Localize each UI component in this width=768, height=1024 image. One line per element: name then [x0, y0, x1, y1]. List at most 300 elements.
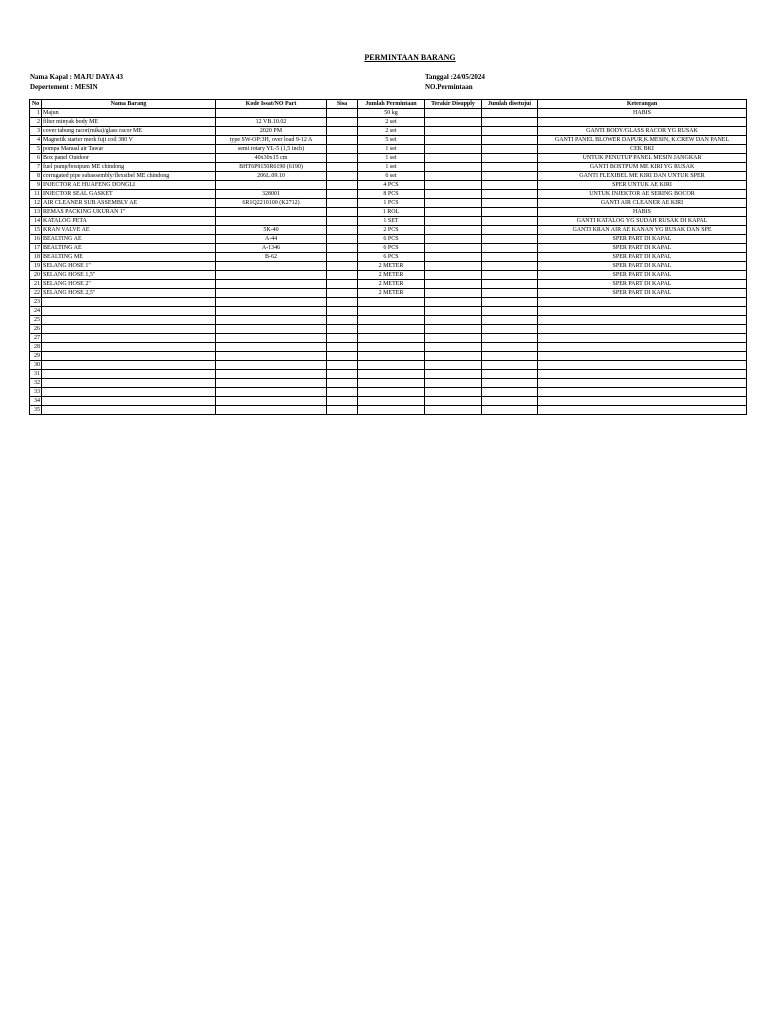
approved-quantity-cell	[482, 397, 538, 406]
part-code-cell: BHT6P9150R6190 (6190)	[216, 163, 327, 172]
header-left	[30, 72, 123, 92]
request-quantity-cell	[358, 334, 425, 343]
approved-quantity-cell	[482, 406, 538, 415]
ship-name: Nama Kapal : MAJU DAYA 43	[30, 73, 124, 81]
remaining-cell	[327, 262, 358, 271]
part-code-cell: 328001	[216, 190, 327, 199]
row-number-cell: 15	[30, 226, 42, 235]
approved-quantity-cell	[482, 289, 538, 298]
last-supplied-cell	[425, 253, 482, 262]
request-quantity-cell: 2 PCS	[358, 226, 425, 235]
approved-quantity-cell	[482, 109, 538, 118]
notes-cell	[538, 298, 747, 307]
approved-quantity-cell	[482, 217, 538, 226]
last-supplied-cell	[425, 334, 482, 343]
table-row	[30, 109, 747, 118]
notes-cell	[538, 406, 747, 415]
row-number-cell: 23	[30, 298, 42, 307]
col-header-no: No	[30, 100, 42, 109]
request-quantity-cell: 2 METER	[358, 289, 425, 298]
notes-cell: SPER PART DI KAPAL	[538, 235, 747, 244]
row-number-cell: 20	[30, 271, 42, 280]
table-row	[30, 280, 747, 289]
row-number-cell: 13	[30, 208, 42, 217]
remaining-cell	[327, 397, 358, 406]
remaining-cell	[327, 316, 358, 325]
request-quantity-cell: 1 SET	[358, 217, 425, 226]
approved-quantity-cell	[482, 199, 538, 208]
col-header-remaining: Sisa	[327, 100, 358, 109]
row-number-cell: 11	[30, 190, 42, 199]
approved-quantity-cell	[482, 370, 538, 379]
col-header-name: Nama Barang	[42, 100, 216, 109]
request-quantity-cell	[358, 388, 425, 397]
request-quantity-cell	[358, 325, 425, 334]
item-name-cell: REMAS PACKING UKURAN 1"	[42, 208, 216, 217]
part-code-cell: A-1346	[216, 244, 327, 253]
row-number-cell: 19	[30, 262, 42, 271]
notes-cell: UNTUK INJEKTOR AE SERING BOCOR	[538, 190, 747, 199]
item-name-cell	[42, 388, 216, 397]
last-supplied-cell	[425, 262, 482, 271]
approved-quantity-cell	[482, 172, 538, 181]
notes-cell: GANTI PANEL BLOWER DAPUR,K.MESIN, K.CREW DAN PANEL	[538, 136, 747, 145]
row-number-cell: 18	[30, 253, 42, 262]
notes-cell: GANTI FLEXIBEL ME KIRI DAN UNTUK SPER	[538, 172, 747, 181]
part-code-cell	[216, 316, 327, 325]
approved-quantity-cell	[482, 118, 538, 127]
row-number-cell: 1	[30, 109, 42, 118]
remaining-cell	[327, 307, 358, 316]
part-code-cell: 5K-40	[216, 226, 327, 235]
remaining-cell	[327, 163, 358, 172]
table-row	[30, 370, 747, 379]
notes-cell: SPER PART DI KAPAL	[538, 289, 747, 298]
request-quantity-cell	[358, 316, 425, 325]
item-name-cell: BEALTING ME	[42, 253, 216, 262]
approved-quantity-cell	[482, 298, 538, 307]
row-number-cell: 29	[30, 352, 42, 361]
item-name-cell: SELANG HOSE 1,5"	[42, 271, 216, 280]
part-code-cell	[216, 109, 327, 118]
part-code-cell	[216, 343, 327, 352]
notes-cell: GANTI AIR CLEANER AE KIRI	[538, 199, 747, 208]
table-row	[30, 316, 747, 325]
item-name-cell	[42, 397, 216, 406]
part-code-cell	[216, 217, 327, 226]
request-quantity-cell: 1 ROL	[358, 208, 425, 217]
remaining-cell	[327, 190, 358, 199]
row-number-cell: 33	[30, 388, 42, 397]
request-number: NO.Permintaan	[425, 83, 473, 91]
request-quantity-cell: 1 set	[358, 154, 425, 163]
row-number-cell: 6	[30, 154, 42, 163]
approved-quantity-cell	[482, 325, 538, 334]
col-header-last-supplied: Terakir Disupply	[425, 100, 482, 109]
remaining-cell	[327, 298, 358, 307]
last-supplied-cell	[425, 154, 482, 163]
table-body	[30, 109, 747, 415]
notes-cell	[538, 361, 747, 370]
table-row	[30, 298, 747, 307]
part-code-cell	[216, 289, 327, 298]
table-row	[30, 217, 747, 226]
table-row	[30, 226, 747, 235]
notes-cell: GANTI KATALOG YG SUDAH RUSAK DI KAPAL	[538, 217, 747, 226]
table-header-row	[30, 100, 747, 109]
last-supplied-cell	[425, 307, 482, 316]
part-code-cell	[216, 307, 327, 316]
table-row	[30, 118, 747, 127]
last-supplied-cell	[425, 271, 482, 280]
last-supplied-cell	[425, 361, 482, 370]
row-number-cell: 16	[30, 235, 42, 244]
request-quantity-cell: 6 PCS	[358, 235, 425, 244]
item-name-cell	[42, 343, 216, 352]
row-number-cell: 14	[30, 217, 42, 226]
request-quantity-cell	[358, 361, 425, 370]
last-supplied-cell	[425, 217, 482, 226]
part-code-cell: B-62	[216, 253, 327, 262]
part-code-cell	[216, 370, 327, 379]
approved-quantity-cell	[482, 316, 538, 325]
request-quantity-cell	[358, 298, 425, 307]
approved-quantity-cell	[482, 334, 538, 343]
item-name-cell: pompa Manual air Tawar	[42, 145, 216, 154]
table-row	[30, 388, 747, 397]
remaining-cell	[327, 370, 358, 379]
notes-cell: SPER PART DI KAPAL	[538, 262, 747, 271]
approved-quantity-cell	[482, 244, 538, 253]
part-code-cell	[216, 406, 327, 415]
remaining-cell	[327, 226, 358, 235]
table-row	[30, 181, 747, 190]
request-quantity-cell: 1 set	[358, 163, 425, 172]
item-name-cell	[42, 325, 216, 334]
part-code-cell	[216, 271, 327, 280]
last-supplied-cell	[425, 325, 482, 334]
approved-quantity-cell	[482, 136, 538, 145]
row-number-cell: 22	[30, 289, 42, 298]
table-row	[30, 406, 747, 415]
approved-quantity-cell	[482, 388, 538, 397]
item-name-cell	[42, 334, 216, 343]
approved-quantity-cell	[482, 271, 538, 280]
request-quantity-cell: 2 METER	[358, 271, 425, 280]
remaining-cell	[327, 388, 358, 397]
last-supplied-cell	[425, 244, 482, 253]
table-row	[30, 289, 747, 298]
table-row	[30, 343, 747, 352]
item-name-cell: filter minyak body ME	[42, 118, 216, 127]
approved-quantity-cell	[482, 280, 538, 289]
notes-cell: SPER PART DI KAPAL	[538, 271, 747, 280]
part-code-cell: 2020 PM	[216, 127, 327, 136]
row-number-cell: 25	[30, 316, 42, 325]
notes-cell: CEK BKI	[538, 145, 747, 154]
notes-cell	[538, 352, 747, 361]
notes-cell: HABIS	[538, 208, 747, 217]
last-supplied-cell	[425, 136, 482, 145]
remaining-cell	[327, 361, 358, 370]
row-number-cell: 8	[30, 172, 42, 181]
table-row	[30, 190, 747, 199]
part-code-cell	[216, 361, 327, 370]
notes-cell	[538, 397, 747, 406]
approved-quantity-cell	[482, 253, 538, 262]
table-row	[30, 208, 747, 217]
notes-cell	[538, 334, 747, 343]
request-quantity-cell	[358, 343, 425, 352]
request-quantity-cell: 4 PCS	[358, 181, 425, 190]
table-row	[30, 271, 747, 280]
remaining-cell	[327, 145, 358, 154]
remaining-cell	[327, 325, 358, 334]
item-name-cell: SELANG HOSE 1"	[42, 262, 216, 271]
table-row	[30, 397, 747, 406]
last-supplied-cell	[425, 109, 482, 118]
approved-quantity-cell	[482, 361, 538, 370]
part-code-cell	[216, 280, 327, 289]
item-name-cell	[42, 370, 216, 379]
request-date: Tanggal :24/05/2024	[425, 73, 485, 81]
header-right	[425, 72, 485, 92]
table-row	[30, 325, 747, 334]
table-row	[30, 352, 747, 361]
item-name-cell	[42, 352, 216, 361]
approved-quantity-cell	[482, 181, 538, 190]
remaining-cell	[327, 109, 358, 118]
request-quantity-cell: 1 set	[358, 145, 425, 154]
table-row	[30, 253, 747, 262]
item-name-cell: BEALTING AE	[42, 235, 216, 244]
notes-cell	[538, 343, 747, 352]
request-quantity-cell	[358, 307, 425, 316]
approved-quantity-cell	[482, 127, 538, 136]
request-quantity-cell: 50 kg	[358, 109, 425, 118]
row-number-cell: 32	[30, 379, 42, 388]
part-code-cell	[216, 379, 327, 388]
last-supplied-cell	[425, 397, 482, 406]
approved-quantity-cell	[482, 145, 538, 154]
part-code-cell: 206L.09.10	[216, 172, 327, 181]
remaining-cell	[327, 235, 358, 244]
request-quantity-cell: 2 METER	[358, 262, 425, 271]
row-number-cell: 2	[30, 118, 42, 127]
row-number-cell: 27	[30, 334, 42, 343]
notes-cell: SPER PART DI KAPAL	[538, 253, 747, 262]
request-quantity-cell: 2 METER	[358, 280, 425, 289]
part-code-cell	[216, 298, 327, 307]
approved-quantity-cell	[482, 352, 538, 361]
approved-quantity-cell	[482, 163, 538, 172]
remaining-cell	[327, 352, 358, 361]
part-code-cell: 12 VB.10.02	[216, 118, 327, 127]
row-number-cell: 30	[30, 361, 42, 370]
remaining-cell	[327, 244, 358, 253]
remaining-cell	[327, 154, 358, 163]
last-supplied-cell	[425, 370, 482, 379]
request-quantity-cell: 6 set	[358, 172, 425, 181]
remaining-cell	[327, 208, 358, 217]
row-number-cell: 12	[30, 199, 42, 208]
col-header-quantity: Jumlah Permintaan	[358, 100, 425, 109]
remaining-cell	[327, 217, 358, 226]
part-code-cell	[216, 388, 327, 397]
item-name-cell: Box panel Outdoor	[42, 154, 216, 163]
item-name-cell: AIR CLEANER SUB ASSEMBLY AE	[42, 199, 216, 208]
approved-quantity-cell	[482, 262, 538, 271]
col-header-notes: Keterangan	[538, 100, 747, 109]
row-number-cell: 35	[30, 406, 42, 415]
item-name-cell: Magnetik starter merk fuji coil 380 V	[42, 136, 216, 145]
item-name-cell: KRAN VALVE AE	[42, 226, 216, 235]
row-number-cell: 34	[30, 397, 42, 406]
row-number-cell: 21	[30, 280, 42, 289]
part-code-cell	[216, 181, 327, 190]
table-row	[30, 379, 747, 388]
row-number-cell: 28	[30, 343, 42, 352]
remaining-cell	[327, 280, 358, 289]
approved-quantity-cell	[482, 208, 538, 217]
remaining-cell	[327, 136, 358, 145]
notes-cell	[538, 325, 747, 334]
request-quantity-cell	[358, 406, 425, 415]
last-supplied-cell	[425, 208, 482, 217]
col-header-approved: Jumlah disetujui	[482, 100, 538, 109]
notes-cell: GANTI KRAN AIR AE KANAN YG RUSAK DAN SPE	[538, 226, 747, 235]
item-name-cell: INJECTOR AE HUAFENG DONGLI	[42, 181, 216, 190]
item-name-cell	[42, 307, 216, 316]
last-supplied-cell	[425, 289, 482, 298]
notes-cell: SPER PART DI KAPAL	[538, 244, 747, 253]
table-row	[30, 235, 747, 244]
table-row	[30, 244, 747, 253]
table-row	[30, 262, 747, 271]
part-code-cell: 40x30x15 cm	[216, 154, 327, 163]
row-number-cell: 9	[30, 181, 42, 190]
last-supplied-cell	[425, 352, 482, 361]
notes-cell	[538, 379, 747, 388]
remaining-cell	[327, 181, 358, 190]
last-supplied-cell	[425, 406, 482, 415]
request-quantity-cell	[358, 352, 425, 361]
item-name-cell: BEALTING AE	[42, 244, 216, 253]
notes-cell: UNTUK PENUTUP PANEL MESIN JANGKAR	[538, 154, 747, 163]
row-number-cell: 4	[30, 136, 42, 145]
item-name-cell	[42, 406, 216, 415]
table-row	[30, 334, 747, 343]
last-supplied-cell	[425, 172, 482, 181]
notes-cell: GANTI BOSTPUM ME KIRI YG RUSAK	[538, 163, 747, 172]
row-number-cell: 26	[30, 325, 42, 334]
approved-quantity-cell	[482, 226, 538, 235]
last-supplied-cell	[425, 298, 482, 307]
part-code-cell	[216, 208, 327, 217]
row-number-cell: 5	[30, 145, 42, 154]
approved-quantity-cell	[482, 379, 538, 388]
row-number-cell: 24	[30, 307, 42, 316]
item-name-cell	[42, 298, 216, 307]
item-name-cell: INJECTOR SEAL GASKET	[42, 190, 216, 199]
remaining-cell	[327, 379, 358, 388]
notes-cell	[538, 316, 747, 325]
row-number-cell: 3	[30, 127, 42, 136]
last-supplied-cell	[425, 379, 482, 388]
document-title: PERMINTAAN BARANG	[364, 53, 456, 62]
last-supplied-cell	[425, 226, 482, 235]
table-row	[30, 154, 747, 163]
table-row	[30, 127, 747, 136]
notes-cell	[538, 307, 747, 316]
table-row	[30, 145, 747, 154]
department: Depertement : MESIN	[30, 83, 98, 91]
notes-cell: HABIS	[538, 109, 747, 118]
notes-cell	[538, 118, 747, 127]
request-quantity-cell: 6 PCS	[358, 244, 425, 253]
last-supplied-cell	[425, 343, 482, 352]
remaining-cell	[327, 253, 358, 262]
col-header-code: Kode Issat/NO Part	[216, 100, 327, 109]
remaining-cell	[327, 118, 358, 127]
last-supplied-cell	[425, 127, 482, 136]
request-quantity-cell	[358, 379, 425, 388]
item-name-cell: cover tabung racor(mika)/glass racor ME	[42, 127, 216, 136]
last-supplied-cell	[425, 181, 482, 190]
table-row	[30, 172, 747, 181]
part-code-cell: semi rotary YL-5 (1,5 inch)	[216, 145, 327, 154]
approved-quantity-cell	[482, 190, 538, 199]
request-quantity-cell: 6 PCS	[358, 253, 425, 262]
request-quantity-cell: 2 set	[358, 127, 425, 136]
remaining-cell	[327, 271, 358, 280]
part-code-cell	[216, 325, 327, 334]
approved-quantity-cell	[482, 343, 538, 352]
last-supplied-cell	[425, 163, 482, 172]
table-row	[30, 307, 747, 316]
request-table	[29, 99, 747, 415]
last-supplied-cell	[425, 145, 482, 154]
remaining-cell	[327, 199, 358, 208]
last-supplied-cell	[425, 190, 482, 199]
remaining-cell	[327, 343, 358, 352]
approved-quantity-cell	[482, 235, 538, 244]
item-name-cell: KATALOG PETA	[42, 217, 216, 226]
item-name-cell	[42, 379, 216, 388]
notes-cell	[538, 388, 747, 397]
item-name-cell: SELANG HOSE 2,5"	[42, 289, 216, 298]
item-name-cell: Majun	[42, 109, 216, 118]
item-name-cell	[42, 316, 216, 325]
row-number-cell: 7	[30, 163, 42, 172]
item-name-cell: corrugated pipe subassembly/flexsibel ME chindong	[42, 172, 216, 181]
part-code-cell	[216, 334, 327, 343]
notes-cell	[538, 370, 747, 379]
row-number-cell: 17	[30, 244, 42, 253]
remaining-cell	[327, 289, 358, 298]
table-row	[30, 136, 747, 145]
last-supplied-cell	[425, 316, 482, 325]
item-name-cell: fuel pump/bostpum ME chindong	[42, 163, 216, 172]
part-code-cell	[216, 352, 327, 361]
table-row	[30, 199, 747, 208]
last-supplied-cell	[425, 235, 482, 244]
last-supplied-cell	[425, 280, 482, 289]
request-quantity-cell: 5 set	[358, 136, 425, 145]
approved-quantity-cell	[482, 154, 538, 163]
request-quantity-cell	[358, 397, 425, 406]
item-name-cell: SELANG HOSE 2"	[42, 280, 216, 289]
